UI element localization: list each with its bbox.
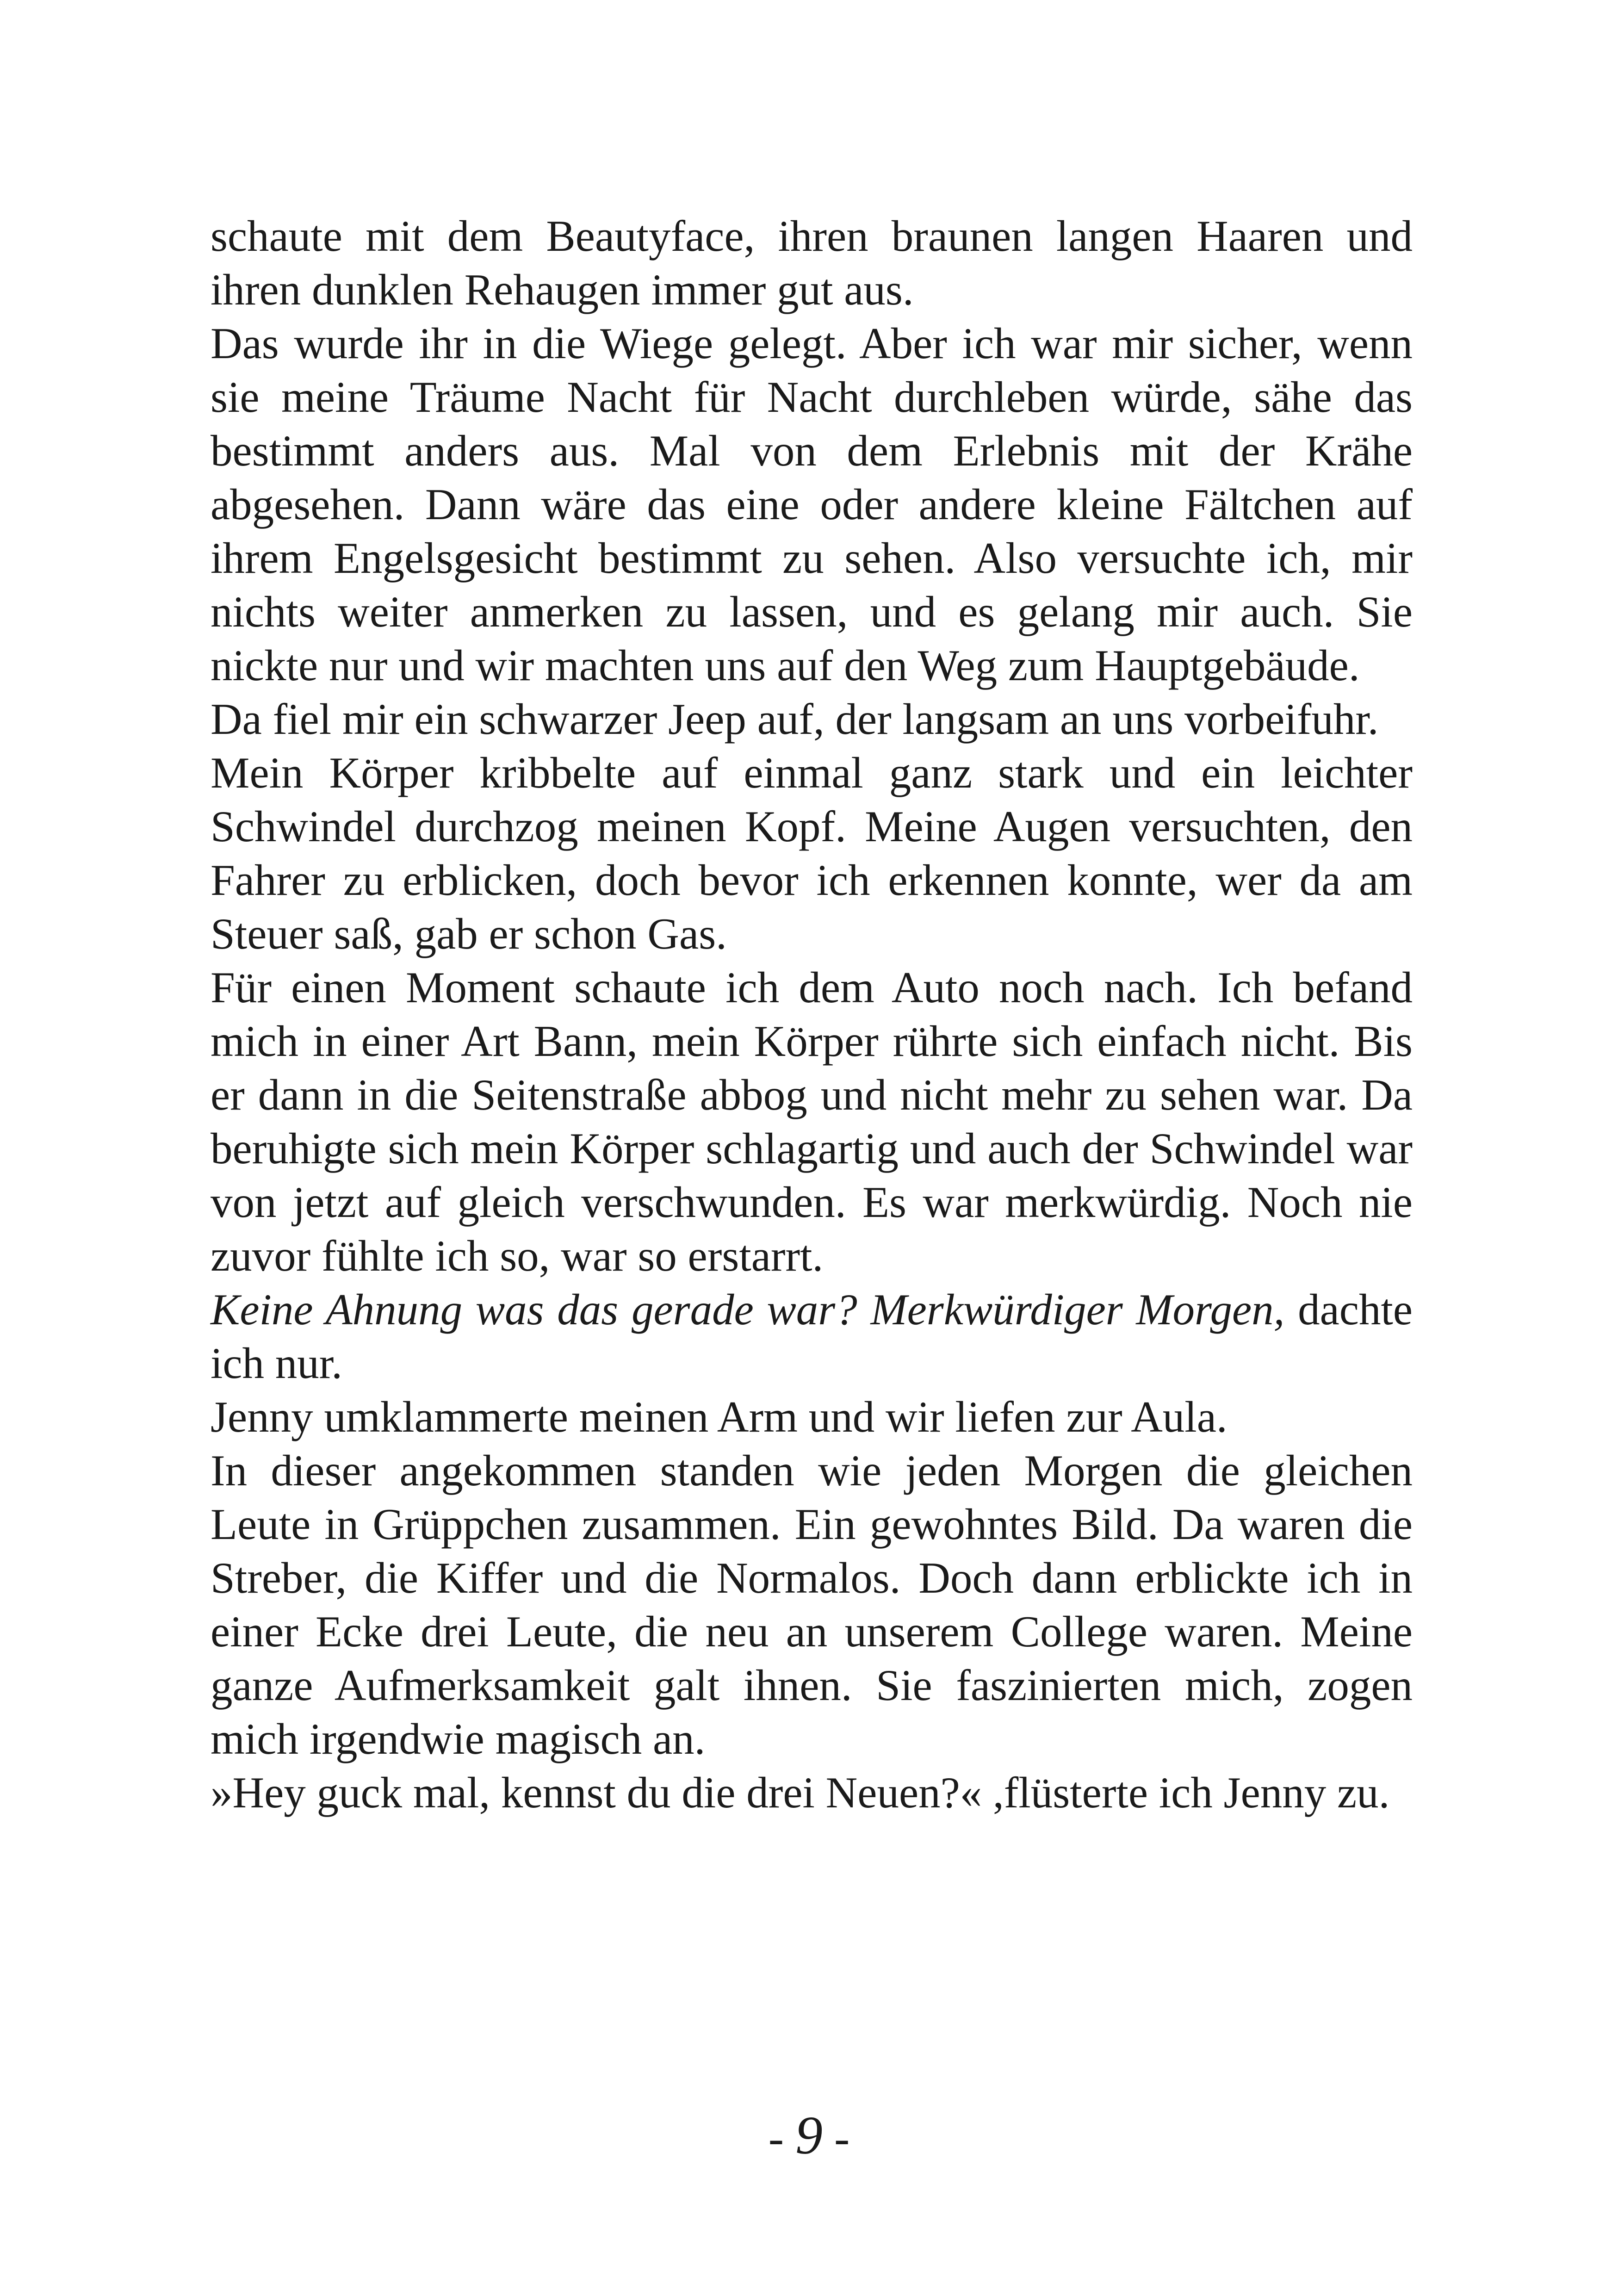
body-text: [211, 209, 1413, 1819]
page-number-value: 9: [795, 2105, 823, 2166]
page-number: [0, 2105, 1618, 2166]
paragraph-3: Da fiel mir ein schwarzer Jeep auf, der langsam an uns vorbeifuhr.: [211, 695, 1379, 744]
paragraph-8: In dieser angekommen standen wie jeden Morgen die gleichen Leute in Grüppchen zusammen. Ein gewohntes Bild. Da waren die Streber, die Kiffer und die Normalos. Doch dann erblickte ich in einer Ecke drei Leute, die neu an unserem College waren. Meine ganze Aufmerksamkeit galt ihnen. Sie faszinierten mich, zogen mich irgendwie magisch an.: [211, 1446, 1413, 1763]
page-number-prefix: -: [768, 2112, 784, 2164]
page-number-suffix: -: [834, 2112, 850, 2164]
paragraph-1: schaute mit dem Beautyface, ihren braunen langen Haaren und ihren dunklen Rehaugen immer gut aus.: [211, 211, 1413, 314]
paragraph-2: Das wurde ihr in die Wiege gelegt. Aber ich war mir sicher, wenn sie meine Träume Nacht für Nacht durchleben würde, sähe das bestimmt anders aus. Mal von dem Erlebnis mit der Krähe abgesehen. Dann wäre das eine oder andere kleine Fältchen auf ihrem Engelsgesicht bestimmt zu sehen. Also versuchte ich, mir nichts weiter anmerken zu lassen, und es gelang mir auch. Sie nickte nur und wir machten uns auf den Weg zum Hauptgebäude.: [211, 319, 1413, 690]
paragraph-6-tail: dachte ich nur.: [211, 1285, 1413, 1388]
paragraph-6: [211, 1283, 1413, 1390]
paragraph-9: »Hey guck mal, kennst du die drei Neuen?« ,flüsterte ich Jenny zu.: [211, 1768, 1390, 1817]
paragraph-4: Mein Körper kribbelte auf einmal ganz stark und ein leichter Schwindel durchzog meinen Kopf. Meine Augen versuchten, den Fahrer zu erblicken, doch bevor ich erkennen konnte, wer da am Steuer saß, gab er schon Gas.: [211, 748, 1413, 958]
inner-thought-italic: Keine Ahnung was das gerade war? Merkwürdiger Morgen,: [211, 1285, 1285, 1334]
paragraph-5: Für einen Moment schaute ich dem Auto noch nach. Ich befand mich in einer Art Bann, mein Körper rührte sich einfach nicht. Bis er dann in die Seitenstraße abbog und nicht mehr zu sehen war. Da beruhigte sich mein Körper schlagartig und auch der Schwindel war von jetzt auf gleich verschwunden. Es war merkwürdig. Noch nie zuvor fühlte ich so, war so erstarrt.: [211, 963, 1413, 1280]
paragraph-7: Jenny umklammerte meinen Arm und wir liefen zur Aula.: [211, 1392, 1227, 1441]
